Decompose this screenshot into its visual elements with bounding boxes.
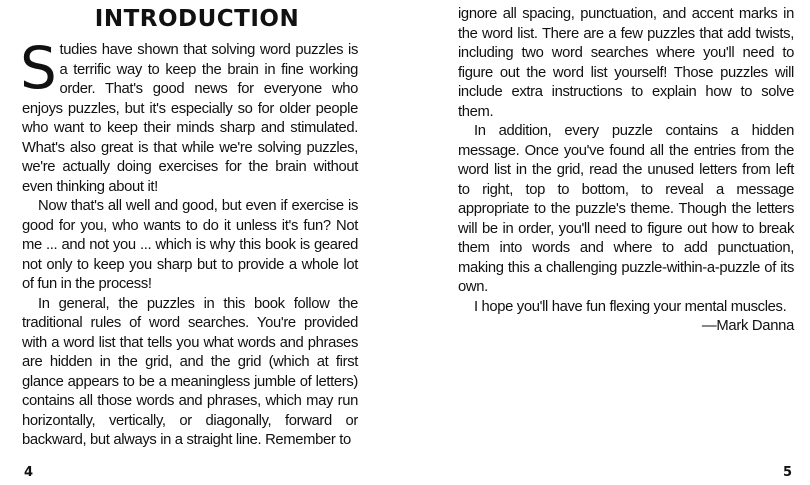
intro-paragraph-1 — [20, 34, 358, 197]
paragraph-text: tudies have shown that solving word puzzles is a terrific way to keep the brain in fine working order. That's good news for everyone who enjoys puzzles, but it's especially so for older people who want to keep their minds sharp and stimulated. What's also great is that while we're solving puzzles, we're actually doing exercises for the brain without even thinking about it! — [22, 42, 358, 195]
intro-paragraph-4: ignore all spacing, punctuation, and accent marks in the word list. There are a few puzzles that add twists, including two word searches where you'll need to figure out the word list yourself! Those puzzles will include extra instructions to explain how to solve them. — [458, 6, 794, 120]
page-number-left: 4 — [24, 465, 34, 480]
author-signature: —Mark Danna — [701, 318, 794, 334]
intro-paragraph-5: In addition, every puzzle contains a hidden message. Once you've found all the entries from the word list in the grid, read the unused letters from left to right, top to bottom, to reveal a message appropriate to the puzzle's theme. Though the letters will be in order, you'll need to figure out how to break them into words and where to add punctuation, making this a challenging puzzle-within-a-puzzle of its own. — [458, 123, 794, 295]
drop-cap: S — [20, 34, 57, 102]
intro-paragraph-3: In general, the puzzles in this book follow the traditional rules of word searches. You're provided with a word list that tells you what words and phrases are hidden in the grid, and the grid (which at first glance appears to be a meaningless jumble of letters) contains all those words and phrases, which may run horizontally, vertically, or diagonally, forward or backward, but always in a straight line. Remember to — [22, 295, 358, 448]
left-page-body — [20, 34, 358, 451]
page-number-right: 5 — [782, 465, 792, 480]
intro-paragraph-2: Now that's all well and good, but even if exercise is good for you, who wants to do it unless it's fun? Not me ... and not you ... which is why this book is geared not only to keep you sharp but to provide a whole lot of fun in the process! — [22, 198, 358, 292]
page-title: INTRODUCTION — [94, 6, 300, 32]
intro-paragraph-6: I hope you'll have fun flexing your mental muscles. — [474, 298, 787, 315]
right-page — [405, 0, 810, 485]
right-page-body — [458, 5, 794, 337]
